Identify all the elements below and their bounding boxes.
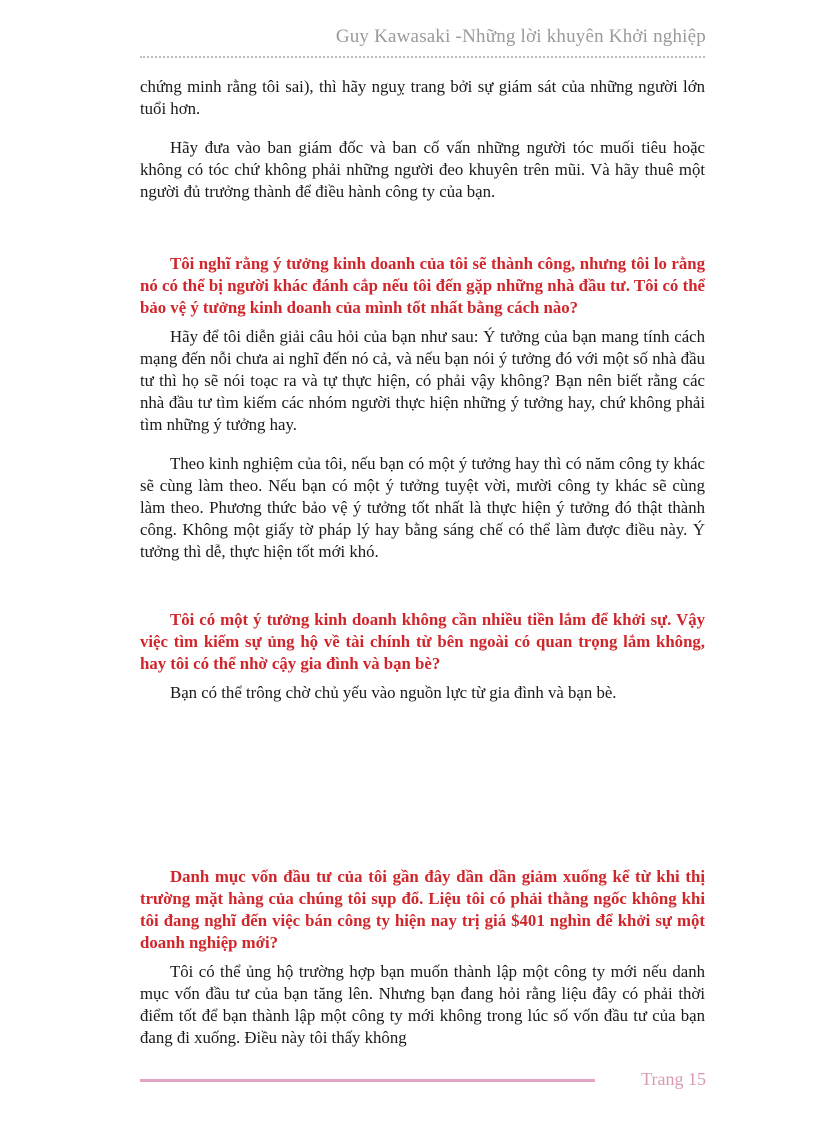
paragraph-board-advice: Hãy đưa vào ban giám đốc và ban cố vấn những người tóc muối tiêu hoặc không có tóc chứ không phải những người đeo khuyên trên mũi. Và hãy thuê một người đủ trưởng thành để điều hành công ty của bạn. xyxy=(140,138,705,201)
page-body xyxy=(140,76,705,1066)
section-spacer xyxy=(140,220,705,253)
page-number: Trang 15 xyxy=(641,1069,706,1089)
question-outside-funding: Tôi có một ý tưởng kinh doanh không cần nhiều tiền lắm để khởi sự. Vậy việc tìm kiếm sự ủng hộ về tài chính từ bên ngoài có quan trọng lắm không, hay tôi có thể nhờ cậy gia đình và bạn bè? xyxy=(140,610,705,673)
footer-divider xyxy=(140,1079,595,1082)
section-spacer xyxy=(140,580,705,609)
section-spacer xyxy=(140,721,705,866)
paragraph-continuation: chứng minh rằng tôi sai), thì hãy nguỵ trang bởi sự giám sát của những người lớn tuổi hơn. xyxy=(140,77,705,118)
answer-sell-company-paragraph: Tôi có thể ủng hộ trường hợp bạn muốn thành lập một công ty mới nếu danh mục vốn đầu tư của bạn tăng lên. Nhưng bạn đang hỏi rằng liệu đây có phải thời điểm tốt để bạn thành lập một công ty mới không trong lúc số vốn đầu tư của bạn đang đi xuống. Điều này tôi thấy không xyxy=(140,962,705,1047)
question-idea-theft: Tôi nghĩ rằng ý tưởng kinh doanh của tôi sẽ thành công, nhưng tôi lo rằng nó có thể bị người khác đánh cắp nếu tôi đến gặp những nhà đầu tư. Tôi có thể bảo vệ ý tưởng kinh doanh của mình tốt nhất bằng cách nào? xyxy=(140,254,705,317)
question-sell-company: Danh mục vốn đầu tư của tôi gần đây dần dần giảm xuống kể từ khi thị trường mặt hàng của chúng tôi sụp đổ. Liệu tôi có phải thằng ngốc không khi tôi đang nghĩ đến việc bán công ty hiện nay trị giá $401 nghìn để khởi sự một doanh nghiệp mới? xyxy=(140,867,705,952)
running-header-title: Guy Kawasaki -Những lời khuyên Khởi nghiệp xyxy=(335,26,706,47)
answer-idea-theft-paragraph-2: Theo kinh nghiệm của tôi, nếu bạn có một ý tưởng hay thì có năm công ty khác sẽ cùng làm theo. Nếu bạn có một ý tưởng tuyệt vời, mười công ty khác sẽ cùng làm theo. Phương thức bảo vệ ý tưởng tốt nhất là thực hiện ý tưởng đó thật thành công. Không một giấy tờ pháp lý hay bằng sáng chế có thể làm được điều này. Ý tưởng thì dễ, thực hiện tốt mới khó. xyxy=(140,454,705,561)
header-divider xyxy=(140,56,705,60)
answer-outside-funding-paragraph: Bạn có thể trông chờ chủ yếu vào nguồn lực từ gia đình và bạn bè. xyxy=(170,683,617,702)
answer-idea-theft-paragraph-1: Hãy để tôi diễn giải câu hỏi của bạn như sau: Ý tưởng của bạn mang tính cách mạng đến nỗi chưa ai nghĩ đến nó cả, và nếu bạn nói ý tưởng đó với một số nhà đầu tư thì họ sẽ nói toạc ra và tự thực hiện, có phải vậy không? Bạn nên biết rằng các nhà đầu tư tìm kiếm các nhóm người thực hiện những ý tưởng hay, chứ không phải tìm những ý tưởng hay. xyxy=(140,327,705,434)
